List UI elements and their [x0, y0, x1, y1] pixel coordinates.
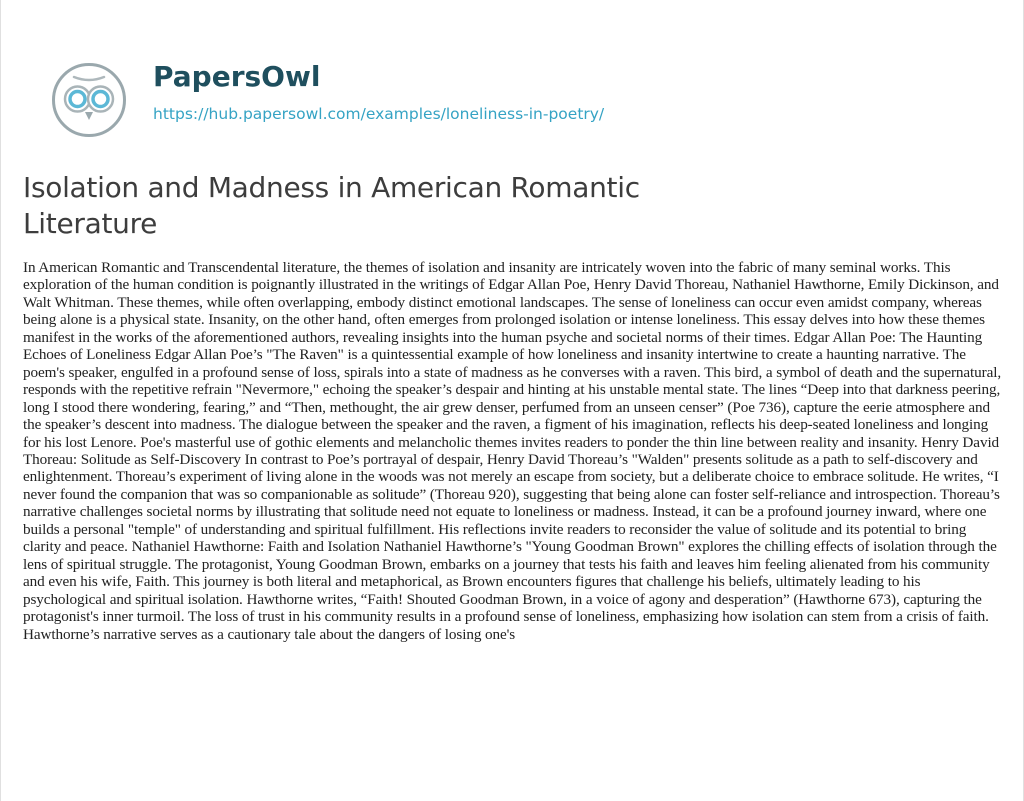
source-url-link[interactable]: https://hub.papersowl.com/examples/loneliness-in-poetry/ [153, 105, 605, 123]
header [1, 0, 1024, 160]
owl-face-icon [51, 62, 127, 138]
essay-title: Isolation and Madness in American Romantic Literature [23, 171, 640, 240]
brand-name[interactable]: PapersOwl [153, 60, 321, 93]
essay-body: In American Romantic and Transcendental literature, the themes of isolation and insanity are intricately woven into the fabric of many seminal works. This exploration of the human condition is poignantly illustrated in the writings of Edgar Allan Poe, Henry David Thoreau, Nathaniel Hawthorne, Emily Dickinson, and Walt Whitman. These themes, while often overlapping, embody distinct emotional landscapes. The sense of loneliness can occur even amidst company, whereas being alone is a physical state. Insanity, on the other hand, often emerges from prolonged isolation or intense loneliness. This essay delves into how these themes manifest in the works of the aforementioned authors, revealing insights into the human psyche and societal norms of their times. Edgar Allan Poe: The Haunting Echoes of Loneliness Edgar Allan Poe’s "The Raven" is a quintessential example of how loneliness and insanity intertwine to create a haunting narrative. The poem's speaker, engulfed in a profound sense of loss, spirals into a state of madness as he converses with a raven. This bird, a symbol of death and the supernatural, responds with the repetitive refrain "Nevermore," echoing the speaker’s despair and hinting at his unstable mental state. The lines “Deep into that darkness peering, long I stood there wondering, fearing,” and “Then, methought, the air grew denser, perfumed from an unseen censer” (Poe 736), capture the eerie atmosphere and the speaker’s descent into madness. The dialogue between the speaker and the raven, a figment of his imagination, reflects his deep-seated loneliness and longing for his lost Lenore. Poe's masterful use of gothic elements and melancholic themes invites readers to ponder the thin line between reality and insanity. Henry David Thoreau: Solitude as Self-Discovery In contrast to Poe’s portrayal of despair, Henry David Thoreau’s "Walden" presents solitude as a path to self-discovery and enlightenment. Thoreau’s experiment of living alone in the woods was not merely an escape from society, but a deliberate choice to embrace solitude. He writes, “I never found the companion that was so companionable as solitude” (Thoreau 920), suggesting that being alone can foster self-reliance and introspection. Thoreau’s narrative challenges societal norms by illustrating that solitude need not equate to loneliness or madness. Instead, it can be a profound journey inward, where one builds a personal "temple" of understanding and spiritual fulfillment. His reflections invite readers to reconsider the value of solitude and its potential to bring clarity and peace. Nathaniel Hawthorne: Faith and Isolation Nathaniel Hawthorne’s "Young Goodman Brown" explores the chilling effects of isolation through the lens of spiritual struggle. The protagonist, Young Goodman Brown, embarks on a journey that tests his faith and leaves him feeling alienated from his community and even his wife, Faith. This journey is both literal and metaphorical, as Brown encounters figures that challenge his beliefs, ultimately leading to his psychological and spiritual isolation. Hawthorne writes, “Faith! Shouted Goodman Brown, in a voice of agony and desperation” (Hawthorne 673), capturing the protagonist's inner turmoil. The loss of trust in his community results in a profound sense of loneliness, emphasizing how isolation can stem from a crisis of faith. Hawthorne’s narrative serves as a cautionary tale about the dangers of losing one's [23, 259, 1002, 643]
